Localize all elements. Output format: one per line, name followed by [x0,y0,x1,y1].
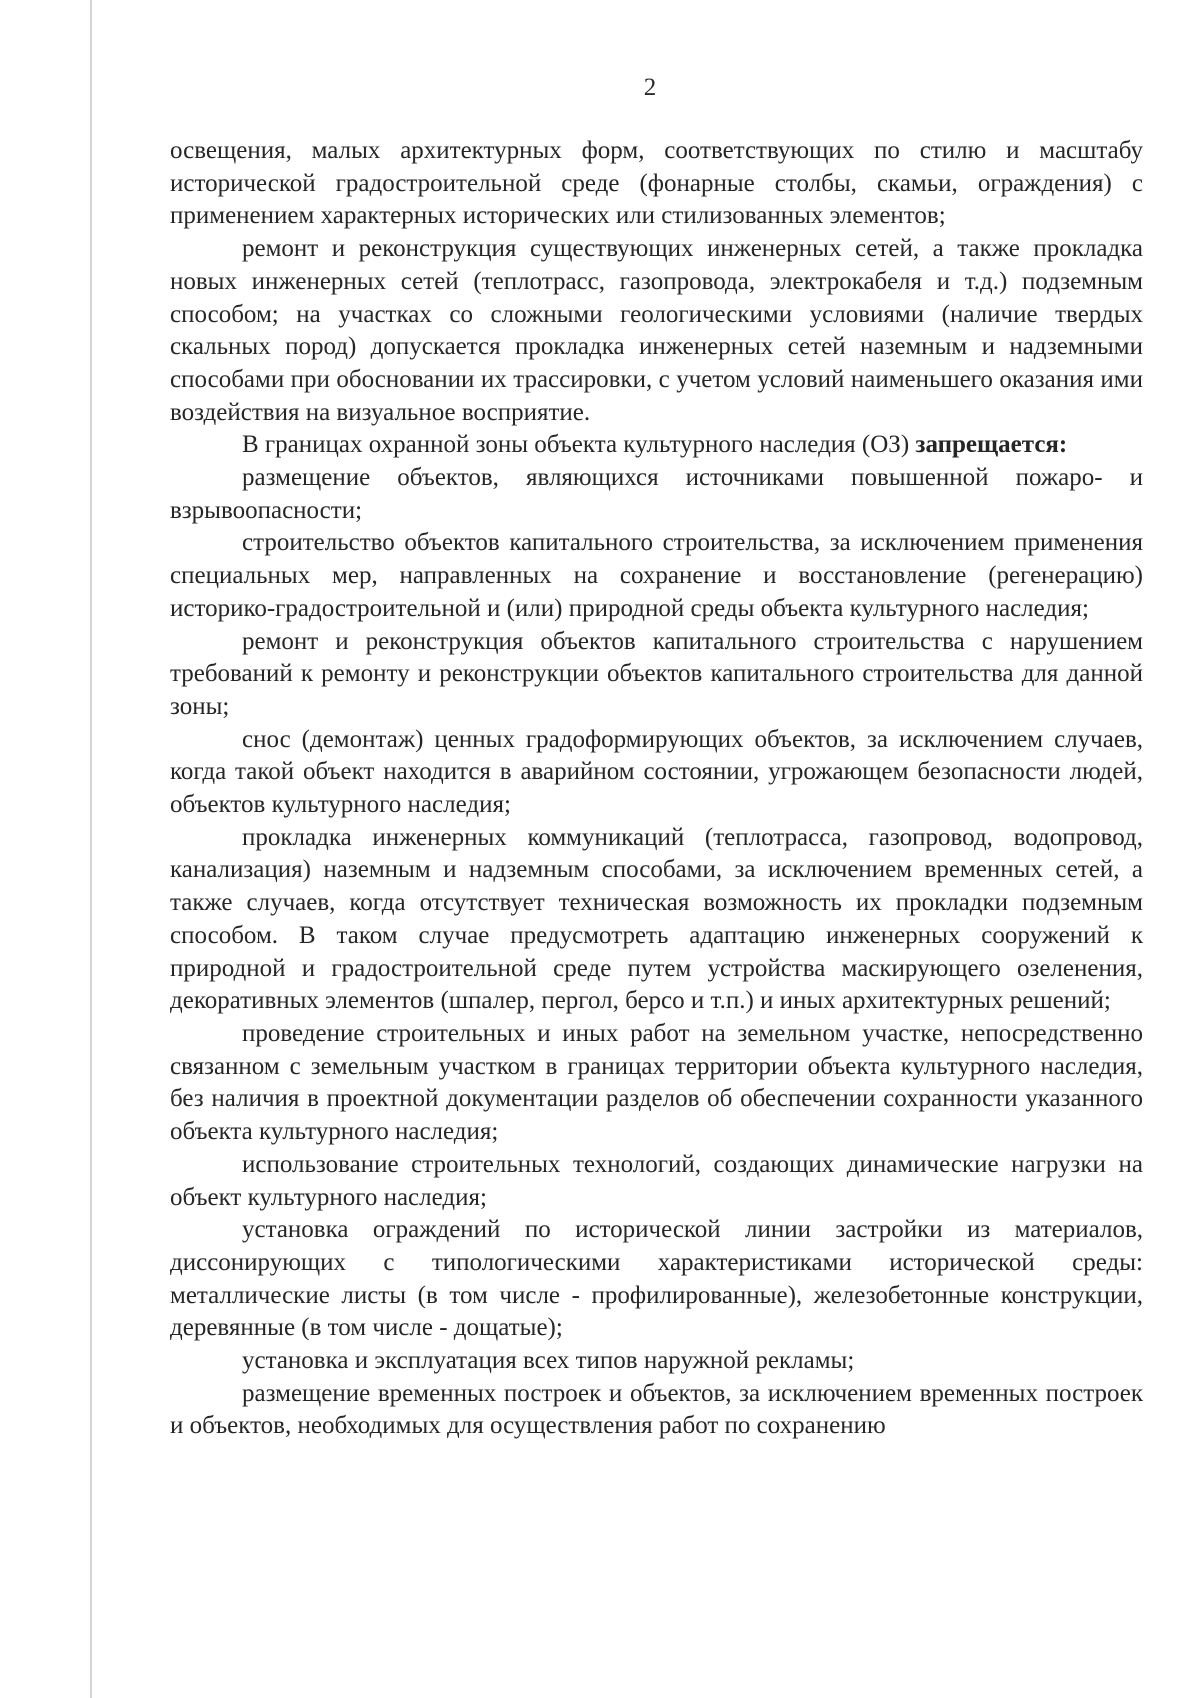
paragraph-9: проведение строительных и иных работ на земельном участке, непосредственно связанном с земельным участком в границах территории объекта культурного наследия, без наличия в проектной документации разделов об обеспечении сохранности указанного объекта культурного наследия; [170,1019,1143,1146]
paragraph-3 [170,429,1143,462]
paragraph-3-bold-text: запрещается: [915,431,1068,459]
paragraph-11: установка ограждений по исторической линии застройки из материалов, диссонирующих с типологическими характеристиками исторической среды: металлические листы (в том числе - профилированные), железобетонные конструкции, деревянные (в том числе - дощатые); [170,1216,1143,1342]
paragraph-13: размещение временных построек и объектов, за исключением временных построек и объектов, необходимых для осуществления работ по сохранению [170,1379,1143,1440]
document-body [170,135,1143,1443]
paragraph-7: снос (демонтаж) ценных градоформирующих объектов, за исключением случаев, когда такой объект находится в аварийном состоянии, угрожающем безопасности людей, объектов культурного наследия; [170,725,1143,819]
paragraph-2: ремонт и реконструкция существующих инженерных сетей, а также прокладка новых инженерных сетей (теплотрасс, газопровода, электрокабеля и т.д.) подземным способом; на участках со сложными геологическими условиями (наличие твердых скальных пород) допускается прокладка инженерных сетей наземным и надземными способами при обосновании их трассировки, с учетом условий наименьшего оказания ими воздействия на визуальное восприятие. [170,235,1143,426]
paragraph-5: строительство объектов капитального строительства, за исключением применения специальных мер, направленных на сохранение и восстановление (регенерацию) историко-градостроительной и (или) природной среды объекта культурного наследия; [170,529,1143,622]
paragraph-12: установка и эксплуатация всех типов наружной рекламы; [242,1347,855,1375]
scan-edge-line [90,0,92,1698]
paragraph-3-text: В границах охранной зоны объекта культурного наследия (ОЗ) [242,431,910,459]
paragraph-8: прокладка инженерных коммуникаций (теплотрасса, газопровод, водопровод, канализация) наземным и надземным способами, за исключением временных сетей, а также случаев, когда отсутствует техническая возможность их прокладки подземным способом. В таком случае предусмотреть адаптацию инженерных сооружений к природной и градостроительной среде путем устройства маскирующего озеленения, декоративных элементов (шпалер, пергол, берсо и т.п.) и иных архитектурных решений; [170,823,1143,1015]
page-number: 2 [643,74,657,101]
paragraph-4: размещение объектов, являющихся источниками повышенной пожаро- и взрывоопасности; [170,464,1143,524]
paragraph-6: ремонт и реконструкция объектов капитального строительства с нарушением требований к ремонту и реконструкции объектов капитального строительства для данной зоны; [170,627,1143,720]
paragraph-10: использование строительных технологий, создающих динамические нагрузки на объект культурного наследия; [170,1150,1143,1211]
paragraph-1: освещения, малых архитектурных форм, соответствующих по стилю и масштабу исторической градостроительной среде (фонарные столбы, скамьи, ограждения) с применением характерных исторических или стилизованных элементов; [170,137,1143,230]
